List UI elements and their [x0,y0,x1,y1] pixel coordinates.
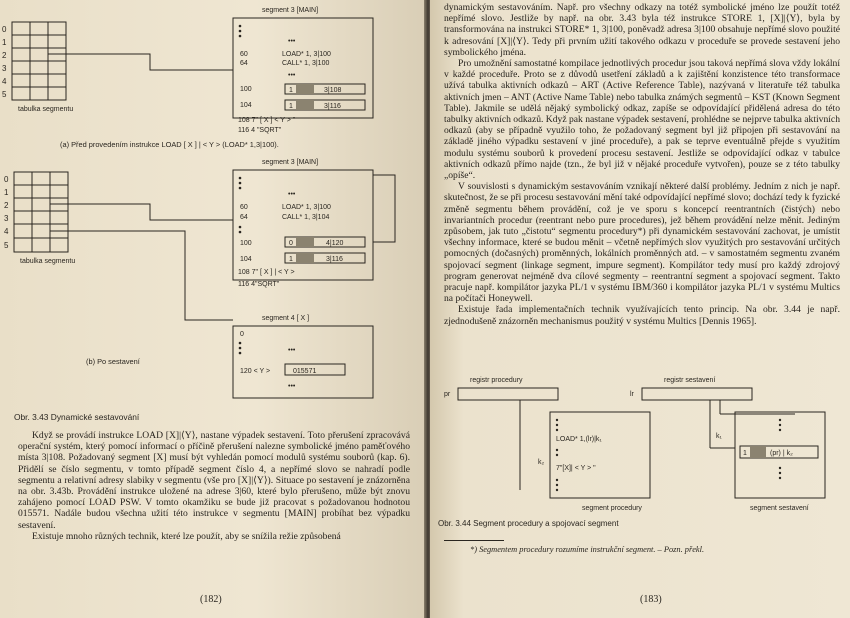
fig-a-segment-table [2,22,73,113]
fig-b-row-1: 1 [4,188,9,197]
svg-text:•••: ••• [288,72,296,79]
right-paragraph-1: dynamickým sestavováním. Např. pro všechny odkazy na totéž symbolické jméno lze použít totéž nepřímé slovo. Jestliže by např. na obr. 3.43 byla též instrukce STORE 1, [X]|⟨Y⟩, byla by transformována na instrukci STORE* 1, 3|100, poněvadž adresa 3|100 obsahuje nepřímé slovo použité k adresování [X]|⟨Y⟩. Tedy při prvním užití takového odkazu v proceduře se provede sestavení jeho symbolického jména. [444,2,840,58]
lr-label: lr [630,391,634,398]
fig-a-box-value-2: 3|116 [324,103,341,110]
fig-b-caption: (b) Po sestavení [86,357,140,366]
fig-a-row-0: 0 [2,25,7,34]
footnote: *) Segmentem procedury rozumíme instrukční segment. – Pozn. překl. [470,545,705,554]
svg-text:0: 0 [289,240,293,247]
fig-b-row-0: 0 [4,175,9,184]
left-paragraph-1: Když se provádí instrukce LOAD [X]|⟨Y⟩, nastane výpadek sestavení. Toto přerušení zpracovává operační systém, který pomocí informací o příčině přerušení nalezne symbolické jméno paměťového místa 3|108. Požadovaný segment [X] musí být vyhledán pomocí modulů systému souborů (kap. 6). Přidělí se číslo segmentu, v tomto případě segment číslo 4, a nepřímé slovo se nahradí podle segmentu a relativní adresy slabiky v segmentu (vše pro [X]|⟨Y⟩). Situace po sestavení je znázorněna na obr. 3.43b. Provádění instrukce uložené na adrese 3|60, které bylo přerušeno, může být znovu zahájeno pomocí LOAD PSW. V tomto okamžiku se bude již pracovat s požadovanou hodnotou 015571. Nadále budou všechna užití této instrukce v segmentu [MAIN] probíhat bez výpadku sestavení. [18,430,410,531]
fig-a-row-1: 1 [2,38,7,47]
figure-3-43 [0,0,426,450]
fig-a-segment-title: segment 3 [MAIN] [262,7,319,14]
k1-label: k₁ [716,433,722,440]
fig-a-caption: (a) Před provedením instrukce LOAD [ X ] | < Y > (LOAD* 1,3|100). [60,140,279,149]
link-value-1: 1 [743,450,747,457]
right-body-text [444,2,840,327]
left-body-text [18,430,410,542]
fig-a-line-100: 100 [240,86,252,93]
fig-b-box-value-1: 4|120 [326,240,344,247]
fig-a-box-value-1: 3|108 [324,87,342,94]
fig-b-line-116: 116 4"SQRT" [238,281,280,288]
fig-b-line-108: 108 7" [ X ] | < Y > [238,269,295,276]
right-paragraph-4: Existuje řada implementačních technik využívajících tento princip. Na obr. 3.44 je např. zjednodušeně znázorněn mechanismus použitý v systému Multics [Dennis 1965]. [444,304,840,327]
fig-b-row-5: 5 [4,241,9,250]
svg-text:1: 1 [289,103,293,110]
fig-b-line-load: LOAD* 1, 3|100 [282,204,331,211]
fig-a-row-3: 3 [2,64,7,73]
fig-a-line-load: LOAD* 1, 3|100 [282,51,331,58]
fig-b-seg4-value: 015571 [293,368,317,375]
fig-b-segment4-title: segment 4 [ X ] [262,315,310,322]
svg-text:1: 1 [289,87,293,94]
fig-b-seg4-line-120: 120 < Y > [240,368,271,375]
svg-text:•••: ••• [288,38,296,45]
fig-b-row-4: 4 [4,227,9,236]
fig-a-line-call: CALL* 1, 3|100 [282,60,330,67]
fig-b-segment4-box [86,315,373,398]
reg-link-label: registr sestavení [664,377,716,384]
seg-proc-label: segment procedury [582,505,642,512]
right-paragraph-2: Pro umožnění samostatné kompilace jednotlivých procedur jsou taková nepřímá slova vždy lokální v každé proceduře. Proto se z důvodů usetření základů a k zajištění konzistence této transformace užívá tabulka aktivních odkazů – ART (Active Reference Table), nazývaná v literatuře též tabulka aktivních jmen – ANT (Active Name Table) nebo tabulka známých segmentů – KST (Known Segment Table). Jakmile se udělá nějaký symbolický odkaz, zapíše se odpovídající přidělená adresa do této tabulky aktivních odkazů. Když pak nastane výpadek sestavení, prohlédne se nejprve tabulka aktivních odkazů (aby se případně využilo toho, že požadovaný segment byl již připojen při sestavování na základě jiného výpadku sestavení v jiné proceduře), a pak se teprve eventuálně přejde s využitím modulu systému souborů k provedení procesu sestavení. Jestliže se odpovídající odkaz v tabulce aktivních odkazů přímo najde (tzn., že byl již v nějaké proceduře vytvořen), pouze se z této tabulky „opíše“. [444,58,840,182]
k2-label: k₂ [538,459,545,466]
x-line: 7"[X]| < Y > " [556,465,596,472]
right-page [430,0,850,618]
load-line: LOAD* 1,(lr)|k₁ [556,436,602,443]
fig-b-segment-table [4,172,75,265]
fig-a-segment-box [48,7,373,134]
footnote-rule [444,540,504,541]
left-page-number: (182) [200,594,222,605]
fig-b-segment-title: segment 3 [MAIN] [262,159,319,166]
right-paragraph-3: V souvislosti s dynamickým sestavováním vznikají některé další problémy. Jedním z nich je např. skutečnost, že se při procesu sestavování mění také odpovídající nepřímé slovo; dochází tedy k fyzické změně segmentu během provádění, což je ve sporu s koncepcí reentrantních (čistých) nebo invariantních procedur (reentrant nebo pure procedures), jež během provádění nelze měnit. Jediným způsobem, jak tuto „čistotu“ segmentu procedury*) při dynamickém sestavování zachovat, je umístit všechny informace, které se budou měnit – včetně nepřímých slov využitých pro sestavování určitých pomocných (dočasných) proměnných, lokálních proměnných atd. – v samostatném segmentu zvaném spojovací segment (linkage segment, impure segment). Kompilátor tedy musí pro každý zdrojový program generovat nejméně dva cílové segmenty – reentrantní segment a spojovací segment. Takto pracuje např. kompilátor jazyka PL/1 v systému IBM/360 i kompilátor jazyka PL/1 v systému Multics na počítači Honeywell. [444,181,840,305]
fig-b-seg4-line-0: 0 [240,331,244,338]
fig-b-line-60: 60 [240,204,248,211]
fig-b-box-value-2: 3|116 [326,256,343,263]
fig-a-row-4: 4 [2,77,7,86]
pr-label: pr [444,391,451,398]
right-page-number: (183) [640,594,662,605]
fig-b-table-label: tabulka segmentu [20,258,76,265]
figure-3-44 [430,372,850,532]
svg-text:1: 1 [289,256,293,263]
fig-a-table-label: tabulka segmentu [18,106,74,113]
fig-a-line-64: 64 [240,60,248,67]
procedure-segment-box [550,412,650,498]
fig-b-line-100: 100 [240,240,252,247]
left-paragraph-2: Existuje mnoho různých technik, které lze použít, aby se snížila režie způsobená [32,530,341,542]
fig-a-row-5: 5 [2,90,7,99]
svg-text:•••: ••• [288,191,296,198]
figure-3-43-caption: Obr. 3.43 Dynamické sestavování [14,412,140,422]
fig-a-line-104: 104 [240,102,252,109]
fig-a-row-2: 2 [2,51,7,60]
fig-a-line-60: 60 [240,51,248,58]
fig-b-line-64: 64 [240,214,248,221]
link-value-2: (pr) | k₂ [770,450,793,457]
fig-b-line-call: CALL* 1, 3|104 [282,214,330,221]
fig-b-line-104: 104 [240,256,252,263]
svg-text:•••: ••• [288,383,296,390]
reg-proc-label: registr procedury [470,377,523,384]
fig-b-row-2: 2 [4,201,9,210]
fig-a-line-108: 108 7" [ X ] < Y > " [238,117,296,124]
fig-a-line-116: 116 4 "SQRT" [238,127,282,134]
fig-b-segment-box [50,159,395,320]
fig-b-row-3: 3 [4,214,9,223]
seg-link-label: segment sestavení [750,505,809,512]
svg-text:•••: ••• [288,347,296,354]
figure-3-44-caption: Obr. 3.44 Segment procedury a spojovací segment [438,519,619,528]
